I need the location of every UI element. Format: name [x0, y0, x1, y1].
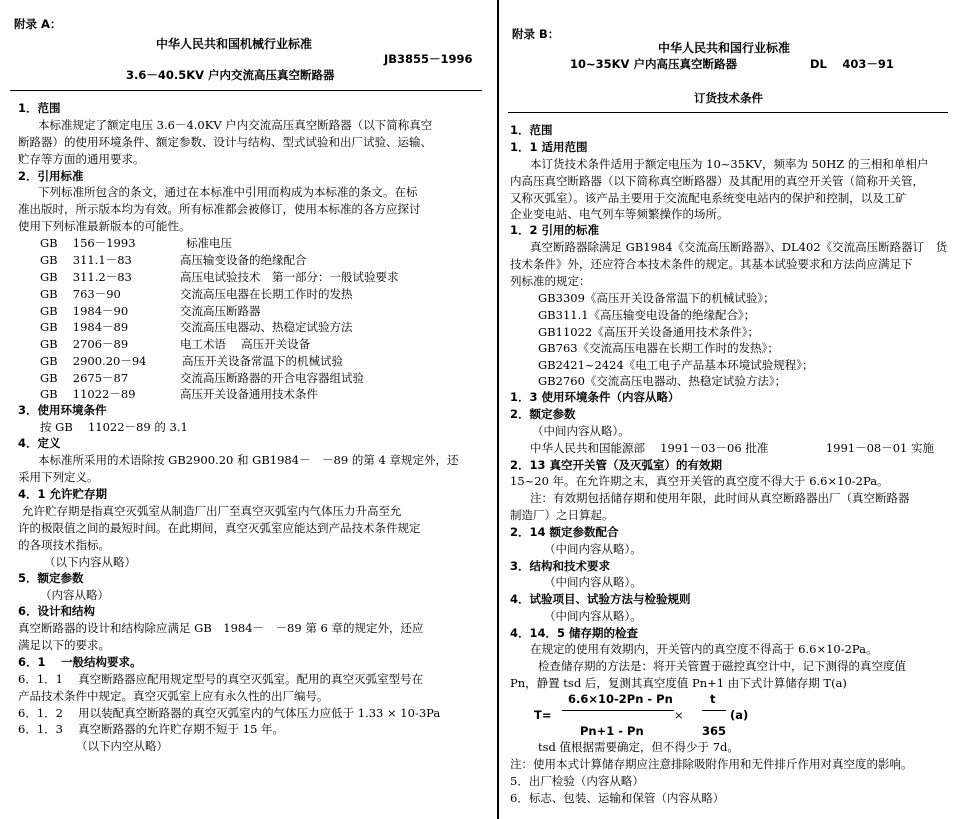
body-text: 又称灭弧室）。该产品主要用于交流配电系统变电站内的保护和控制，以及工矿 [510, 191, 907, 205]
formula-numerator: 6.6×10-2Pn - Pn [568, 692, 673, 706]
body-text: 贮存等方面的通用要求。 [18, 152, 145, 166]
appendix-a-label: 附录 A： [14, 17, 62, 31]
body-text: 技术条件》外，还应符合本技术条件的规定。其基本试验要求和方法尚应满足下 [510, 257, 913, 271]
section-heading: 2．额定参数 [510, 407, 576, 421]
reference-name: 交流高压电器在长期工作时的发热 [180, 287, 353, 301]
body-text: 下列标准所包含的条文，通过在本标准中引用而构成为本标准的条文。在标 [38, 185, 418, 199]
appendix-b-rule [508, 112, 948, 113]
body-text: 采用下列定义。 [18, 470, 99, 484]
section-heading: 6．1 一般结构要求。 [18, 655, 142, 669]
body-text: 本标准规定了额定电压 3.6－4.0KV 户内交流高压真空断路器（以下简称真空 [38, 118, 433, 132]
reference-name: 高压电试验技术 第一部分：一般试验要求 [180, 270, 399, 284]
reference-code: GB 2706－89 [40, 337, 129, 351]
reference-code: GB 1984－89 [40, 320, 129, 334]
appendix-a-rule [10, 90, 482, 91]
reference-item: GB11022《高压开关设备通用技术条件》； [538, 325, 759, 339]
reference-code: GB 311.2－83 [40, 270, 132, 284]
section-heading: 6．设计和结构 [18, 604, 96, 618]
body-text: 准出版时，所示版本均为有效。所有标准都会被修订，使用本标准的各方应探讨 [18, 202, 421, 216]
body-text: 真空断路器除满足 GB1984《交流高压断路器》、DL402《交流高压断路器订 货 [530, 240, 948, 254]
appendix-a-title: 3.6－40.5KV 户内交流高压真空断路器 [126, 68, 335, 82]
reference-code: GB 1984－90 [40, 304, 129, 318]
reference-item: GB311.1《高压输变电设备的绝缘配合》； [538, 308, 756, 322]
formula-fraction-bar [702, 710, 726, 711]
body-text: 产品技术条件中规定。真空灭弧室上应有永久性的出厂编号。 [18, 689, 329, 703]
appendix-b-label: 附录 B： [512, 27, 560, 41]
body-text: 允许贮存期是指真空灭弧室从制造厂出厂至真空灭弧室内气体压力升高至允 [22, 504, 402, 518]
section-heading: 4．试验项目、试验方法与检验规则 [510, 592, 691, 606]
reference-name: 高压开关设备常温下的机械试验 [182, 354, 343, 368]
body-text: 的各项技术指标。 [18, 538, 110, 552]
body-text: 真空断路器的设计和结构除应满足 GB 1984－ －89 第 6 章的规定外，还应 [18, 621, 424, 635]
reference-code: GB 763－90 [40, 287, 121, 301]
section-heading: 1．2 引用的标准 [510, 223, 600, 237]
section-heading: 3．使用环境条件 [18, 403, 107, 417]
body-text: 满足以下的要求。 [18, 638, 110, 652]
body-text: Pn，静置 tsd 后，复测其真空度值 Pn+1 由下式计算储存期 T(a) [510, 676, 847, 690]
formula-fraction-bar [562, 710, 674, 711]
body-text: 本订货技术条件适用于额定电压为 10~35KV，频率为 50HZ 的三相和单相户 [530, 157, 929, 171]
body-text: （中间内容从略）。 [532, 424, 630, 438]
section-heading: 1．范围 [510, 123, 553, 137]
section-heading: 2．13 真空开关管（及灭弧室）的有效期 [510, 458, 723, 472]
body-text: （以下内空从略） [76, 739, 168, 753]
reference-code: GB 2675－87 [40, 371, 129, 385]
body-text: 在规定的使用有效期内，开关管内的真空度不得高于 6.6×10-2Pa。 [530, 642, 878, 656]
body-text: 许的极限值之间的最短时间。在此期间，真空灭弧室应能达到产品技术条件规定 [18, 521, 421, 535]
reference-name: 高压输变设备的绝缘配合 [180, 253, 307, 267]
reference-code: GB 11022－89 [40, 387, 136, 401]
reference-name: 高压开关设备通用技术条件 [180, 387, 318, 401]
formula-tag: (a) [730, 708, 749, 722]
section-heading: 5．出厂检验（内容从略） [510, 774, 644, 788]
body-text: 6．1．2 用以装配真空断路器的真空灭弧室内的气体压力应低于 1.33 × 10-3Pa [18, 706, 441, 720]
section-heading: 2．14 额定参数配合 [510, 525, 619, 539]
section-heading: 2．引用标准 [18, 169, 84, 183]
reference-code: GB 311.1－83 [40, 253, 132, 267]
section-heading: 6．标志、包装、运输和保管（内容从略） [510, 791, 725, 805]
formula-lhs: T= [534, 708, 552, 722]
body-text: （内容从略） [40, 588, 109, 602]
body-text: （中间内容从略）。 [544, 609, 642, 623]
body-text: 按 GB 11022－89 的 3.1 [40, 420, 188, 434]
body-text: 6．1．1 真空断路器应配用规定型号的真空灭弧室。配用的真空灭弧室型号在 [18, 672, 424, 686]
reference-name: 标准电压 [186, 236, 232, 250]
reference-name: 交流高压断路器 [180, 304, 261, 318]
section-heading: 4．1 允许贮存期 [18, 487, 108, 501]
section-heading: 4．14．5 储存期的检查 [510, 626, 639, 640]
body-text: （中间内容从略）。 [544, 542, 642, 556]
section-heading: 4．定义 [18, 436, 61, 450]
section-heading: 5．额定参数 [18, 571, 84, 585]
body-text: 内高压真空断路器（以下简称真空断路器）及其配用的真空开关管（简称开关管， [510, 174, 924, 188]
appendix-a-standard-code: JB3855－1996 [384, 52, 473, 66]
appendix-b-standard-body: 中华人民共和国行业标准 [658, 41, 791, 55]
reference-name: 电工术语 高压开关设备 [180, 337, 311, 351]
reference-code: GB 2900.20－94 [40, 354, 147, 368]
section-heading: 1．3 使用环境条件（内容从略） [510, 390, 680, 404]
formula-times: × [674, 708, 684, 722]
body-text: 15~20 年。在允许期之末，真空开关管的真空度不得大于 6.6×10-2Pa。 [510, 474, 889, 488]
reference-item: GB2760《交流高压电器动、热稳定试验方法》； [538, 374, 787, 388]
approval-line: 中华人民共和国能源部 1991－03－06 批准 1991－08－01 实施 [530, 441, 935, 455]
reference-name: 交流高压断路器的开合电容器组试验 [180, 371, 364, 385]
body-text: （中间内容从略）。 [544, 575, 642, 589]
note-text: 注：使用本式计算储存期应注意排除吸附作用和无件排斤作用对真空度的影响。 [510, 757, 913, 771]
reference-item: GB3309《高压开关设备常温下的机械试验》； [538, 291, 775, 305]
body-text: tsd 值根据需要确定，但不得少于 7d。 [538, 740, 739, 754]
section-heading: 1．范围 [18, 101, 61, 115]
formula-t-symbol: t [710, 692, 716, 706]
body-text: 检查储存期的方法是：将开关管置于磁控真空计中，记下测得的真空度值 [538, 659, 906, 673]
reference-code: GB 156－1993 [40, 236, 136, 250]
reference-item: GB763《交流高压电器在长期工作时的发热》； [538, 341, 779, 355]
appendix-b-column [500, 0, 976, 819]
note-text: 注：有效期包括储存期和使用年限，此时间从真空断路器出厂（真空断路器 [530, 491, 910, 505]
note-text: 制造厂）之日算起。 [510, 508, 614, 522]
body-text: 断路器）的使用环境条件、额定参数、设计与结构、型式试验和出厂试验、运输、 [18, 135, 432, 149]
reference-item: GB2421~2424《电工电子产品基本环境试验规程》； [538, 358, 814, 372]
column-divider [497, 0, 499, 819]
appendix-a-standard-body: 中华人民共和国机械行业标准 [156, 37, 313, 51]
appendix-b-subtitle: 订货技术条件 [694, 91, 763, 105]
appendix-b-standard-code: DL 403－91 [810, 57, 894, 71]
formula-denominator: Pn+1 - Pn [580, 724, 644, 738]
body-text: （以下内容从略） [44, 555, 136, 569]
section-heading: 3．结构和技术要求 [510, 559, 611, 573]
appendix-b-title: 10~35KV 户内高压真空断路器 [570, 57, 737, 71]
body-text: 使用下列标准最新版本的可能性。 [18, 219, 191, 233]
formula-days: 365 [702, 724, 727, 738]
body-text: 企业变电站、电气列车等频繁操作的场所。 [510, 207, 729, 221]
body-text: 6．1．3 真空断路器的允许贮存期不短于 15 年。 [18, 722, 285, 736]
section-heading: 1．1 适用范围 [510, 140, 588, 154]
body-text: 列标准的规定： [510, 274, 591, 288]
body-text: 本标准所采用的术语除按 GB2900.20 和 GB1984－ －89 的第 4 章规定外，还 [38, 453, 459, 467]
reference-name: 交流高压电器动、热稳定试验方法 [180, 320, 353, 334]
